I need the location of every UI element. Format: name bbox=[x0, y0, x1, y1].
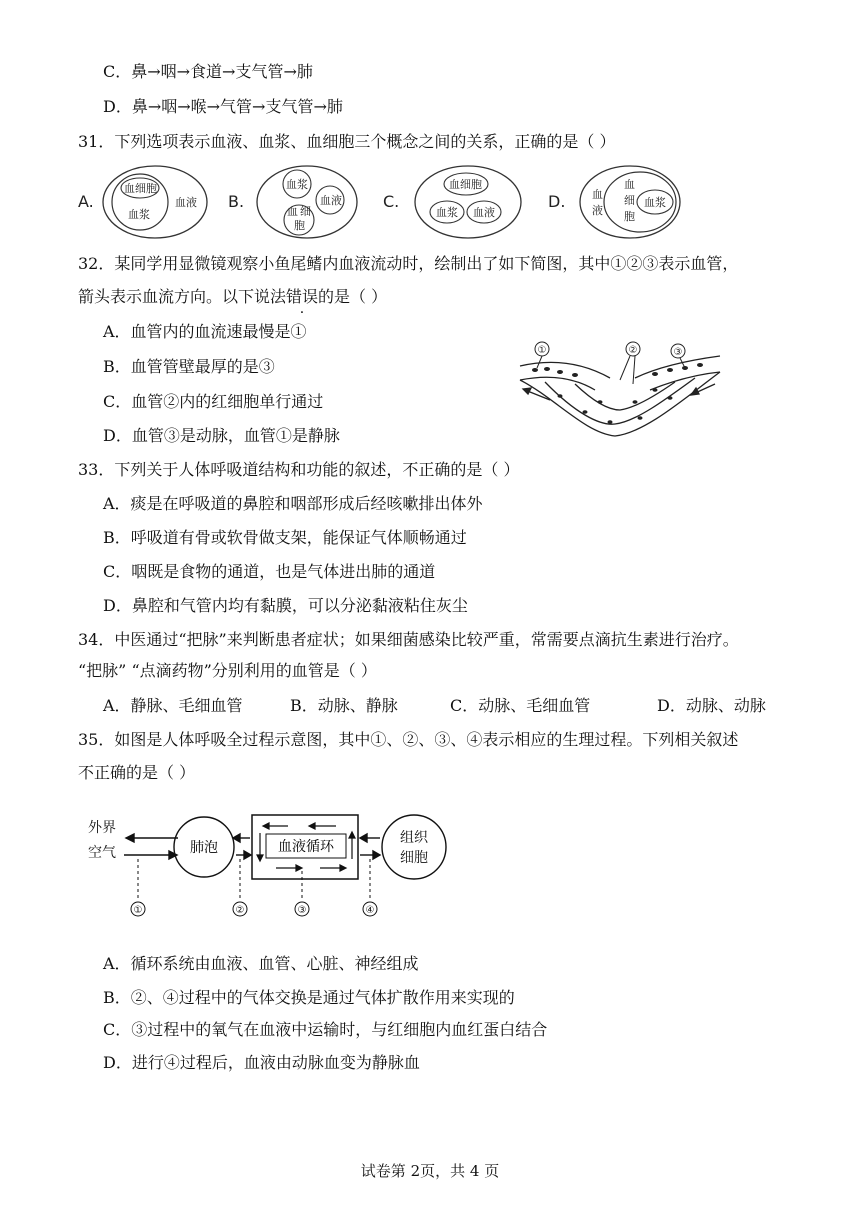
q33-option-d: D．鼻腔和气管内均有黏膜，可以分泌黏液粘住灰尘 bbox=[103, 596, 468, 615]
q35-fig-label-3: ③ bbox=[297, 905, 307, 916]
q35-fig-circulation: 血液循环 bbox=[278, 839, 334, 855]
q35-option-a: A．循环系统由血液、血管、心脏、神经组成 bbox=[103, 954, 419, 973]
q34-option-b: B．动脉、静脉 bbox=[290, 696, 398, 715]
q32-option-b: B．血管管壁最厚的是③ bbox=[103, 357, 275, 376]
q35-fig-alveoli: 肺泡 bbox=[190, 840, 218, 856]
q31-b-bao: 胞 bbox=[294, 219, 305, 232]
q32-stem-line1: 32．某同学用显微镜观察小鱼尾鳍内血液流动时，绘制出了如下简图，其中①②③表示血管， bbox=[78, 254, 739, 273]
q31-b-xi: 细 bbox=[300, 205, 311, 218]
q31-d-xuejiang: 血浆 bbox=[644, 196, 666, 209]
q31-options-figure bbox=[0, 162, 860, 242]
q31-b-xueye: 血液 bbox=[320, 194, 342, 207]
q33-stem: 33．下列关于人体呼吸道结构和功能的叙述，不正确的是（ ） bbox=[78, 460, 520, 479]
q31-d-xi: 细 bbox=[624, 194, 635, 207]
q34-option-d: D．动脉、动脉 bbox=[657, 696, 766, 715]
q33-option-b: B．呼吸道有骨或软骨做支架，能保证气体顺畅通过 bbox=[103, 528, 467, 547]
q35-fig-label-4: ④ bbox=[365, 905, 375, 916]
q31-b-xuejiang: 血浆 bbox=[286, 178, 308, 191]
q32-fig-label-2: ② bbox=[628, 345, 638, 356]
q35-fig-label-2: ② bbox=[235, 905, 245, 916]
q30-option-d: D．鼻→咽→喉→气管→支气管→肺 bbox=[103, 97, 343, 116]
q35-option-c: C．③过程中的氧气在血液中运输时，与红细胞内血红蛋白结合 bbox=[103, 1020, 548, 1039]
q31-letter-c: C. bbox=[383, 192, 400, 211]
q32-fig-label-3: ③ bbox=[673, 347, 683, 358]
q31-c-xuexibao: 血细胞 bbox=[449, 178, 482, 191]
q35-fig-tissue-1: 组织 bbox=[400, 830, 428, 846]
q31-letter-b: B. bbox=[228, 192, 245, 211]
q35-fig-tissue-2: 细胞 bbox=[400, 850, 428, 866]
q32-stem-emphasis: 错误 bbox=[286, 287, 319, 306]
q31-d-xue2: 血 bbox=[624, 178, 635, 191]
q32-stem-line2 bbox=[78, 285, 387, 309]
q31-c-xueye: 血液 bbox=[473, 206, 495, 219]
q31-letter-a: A. bbox=[78, 192, 94, 211]
page-footer: 试卷第 2页，共 4 页 bbox=[360, 1162, 500, 1180]
q35-stem-line1: 35．如图是人体呼吸全过程示意图，其中①、②、③、④表示相应的生理过程。下列相关叙述 bbox=[78, 730, 739, 749]
q31-d-bao: 胞 bbox=[624, 210, 635, 223]
q34-stem-line1: 34．中医通过“把脉”来判断患者症状；如果细菌感染比较严重，常需要点滴抗生素进行治疗。 bbox=[78, 630, 739, 649]
q31-stem: 31．下列选项表示血液、血浆、血细胞三个概念之间的关系，正确的是（ ） bbox=[78, 132, 616, 151]
q32-blood-vessel-figure bbox=[515, 338, 725, 443]
q32-fig-label-1: ① bbox=[537, 345, 547, 356]
q35-respiration-figure bbox=[80, 805, 480, 925]
q31-letter-d: D. bbox=[548, 192, 566, 211]
q32-option-c: C．血管②内的红细胞单行通过 bbox=[103, 392, 324, 411]
q35-fig-label-1: ① bbox=[133, 905, 143, 916]
q34-option-a: A．静脉、毛细血管 bbox=[103, 696, 243, 715]
q35-option-b: B．②、④过程中的气体交换是通过气体扩散作用来实现的 bbox=[103, 988, 515, 1007]
q32-option-d: D．血管③是动脉，血管①是静脉 bbox=[103, 426, 340, 445]
q31-a-xuejiang: 血浆 bbox=[128, 208, 150, 221]
q33-option-c: C．咽既是食物的通道，也是气体进出肺的通道 bbox=[103, 562, 436, 581]
q31-d-xue: 血 bbox=[592, 188, 603, 201]
q31-d-ye: 液 bbox=[592, 204, 603, 217]
q30-option-c: C．鼻→咽→食道→支气管→肺 bbox=[103, 62, 313, 81]
q32-stem-part-c: 的是（ ） bbox=[318, 287, 388, 306]
q33-option-a: A．痰是在呼吸道的鼻腔和咽部形成后经咳嗽排出体外 bbox=[103, 494, 483, 513]
q35-option-d: D．进行④过程后，血液由动脉血变为静脉血 bbox=[103, 1053, 420, 1072]
q31-c-xuejiang: 血浆 bbox=[436, 206, 458, 219]
q31-a-xueye: 血液 bbox=[175, 196, 197, 209]
q34-option-c: C．动脉、毛细血管 bbox=[450, 696, 591, 715]
q32-option-a: A．血管内的血流速最慢是① bbox=[103, 322, 307, 341]
q34-stem-line2: “把脉” “点滴药物”分别利用的血管是（ ） bbox=[78, 661, 377, 680]
q35-fig-outside-2: 空气 bbox=[88, 845, 116, 861]
q32-stem-part-a: 箭头表示血流方向。以下说法 bbox=[78, 287, 287, 306]
q31-b-xue: 血 bbox=[287, 205, 298, 218]
q35-fig-outside-1: 外界 bbox=[88, 820, 116, 836]
q31-a-xuexibao: 血细胞 bbox=[124, 182, 157, 195]
q35-stem-line2: 不正确的是（ ） bbox=[78, 763, 196, 782]
